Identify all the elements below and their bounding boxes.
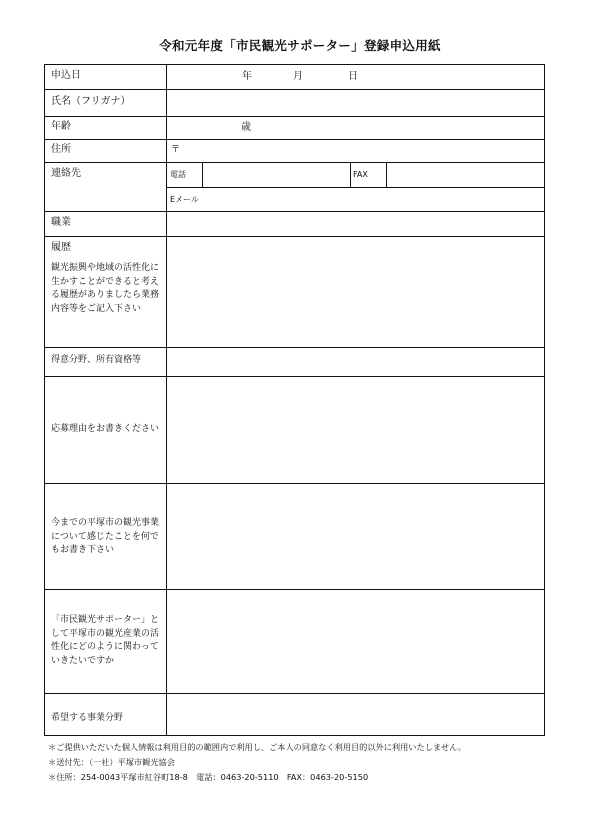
address-label: 住所	[51, 144, 71, 155]
form-title: 令和元年度「市民観光サポーター」登録申込用紙	[159, 38, 441, 53]
history-label: 履歴	[51, 242, 71, 253]
name-input-area[interactable]	[167, 90, 544, 116]
involvement-label: 「市民観光サポーター」として平塚市の観光産業の活性化にどのように関わっていきたいですか	[51, 615, 160, 666]
label-column-divider	[166, 65, 167, 735]
privacy-note: ＊ご提供いただいた個人情報は利用目的の範囲内で利用し、ご本人の同意なく利用目的以外に利用いたしません。	[48, 742, 467, 752]
age-unit: 歳	[241, 122, 251, 133]
fax-input-area[interactable]	[387, 163, 544, 187]
name-label: 氏名（フリガナ）	[51, 96, 131, 107]
history-description: 観光振興や地域の活性化に生かすことができると考える履歴がありましたら業務内容等をご記入下さい	[51, 263, 160, 314]
phone-label: 電話	[170, 170, 186, 179]
application-form-table	[44, 64, 545, 736]
address-note: ＊住所：254-0043平塚市紅谷町18-8 電話：0463-20-5110 FAX：0463-20-5150	[48, 772, 369, 782]
year-unit: 年	[242, 71, 252, 82]
postal-mark: 〒	[171, 145, 181, 155]
fax-label: FAX	[353, 170, 368, 179]
send-to-note: ＊送付先：（一社）平塚市観光協会	[48, 757, 175, 767]
age-label: 年齢	[51, 121, 71, 132]
day-unit: 日	[348, 71, 358, 82]
month-unit: 月	[293, 71, 303, 82]
application-date-label: 申込日	[51, 70, 81, 81]
contact-label: 連絡先	[51, 168, 81, 179]
impression-label: 今までの平塚市の観光事業について感じたことを何でもお書き下さい	[51, 518, 160, 555]
occupation-label: 職業	[51, 217, 71, 228]
specialty-label: 得意分野、所有資格等	[51, 355, 142, 365]
email-label: Eメール	[170, 195, 199, 204]
phone-input-area[interactable]	[203, 163, 349, 187]
reason-label: 応募理由をお書きください	[51, 424, 160, 434]
desired-field-label: 希望する事業分野	[51, 713, 124, 723]
